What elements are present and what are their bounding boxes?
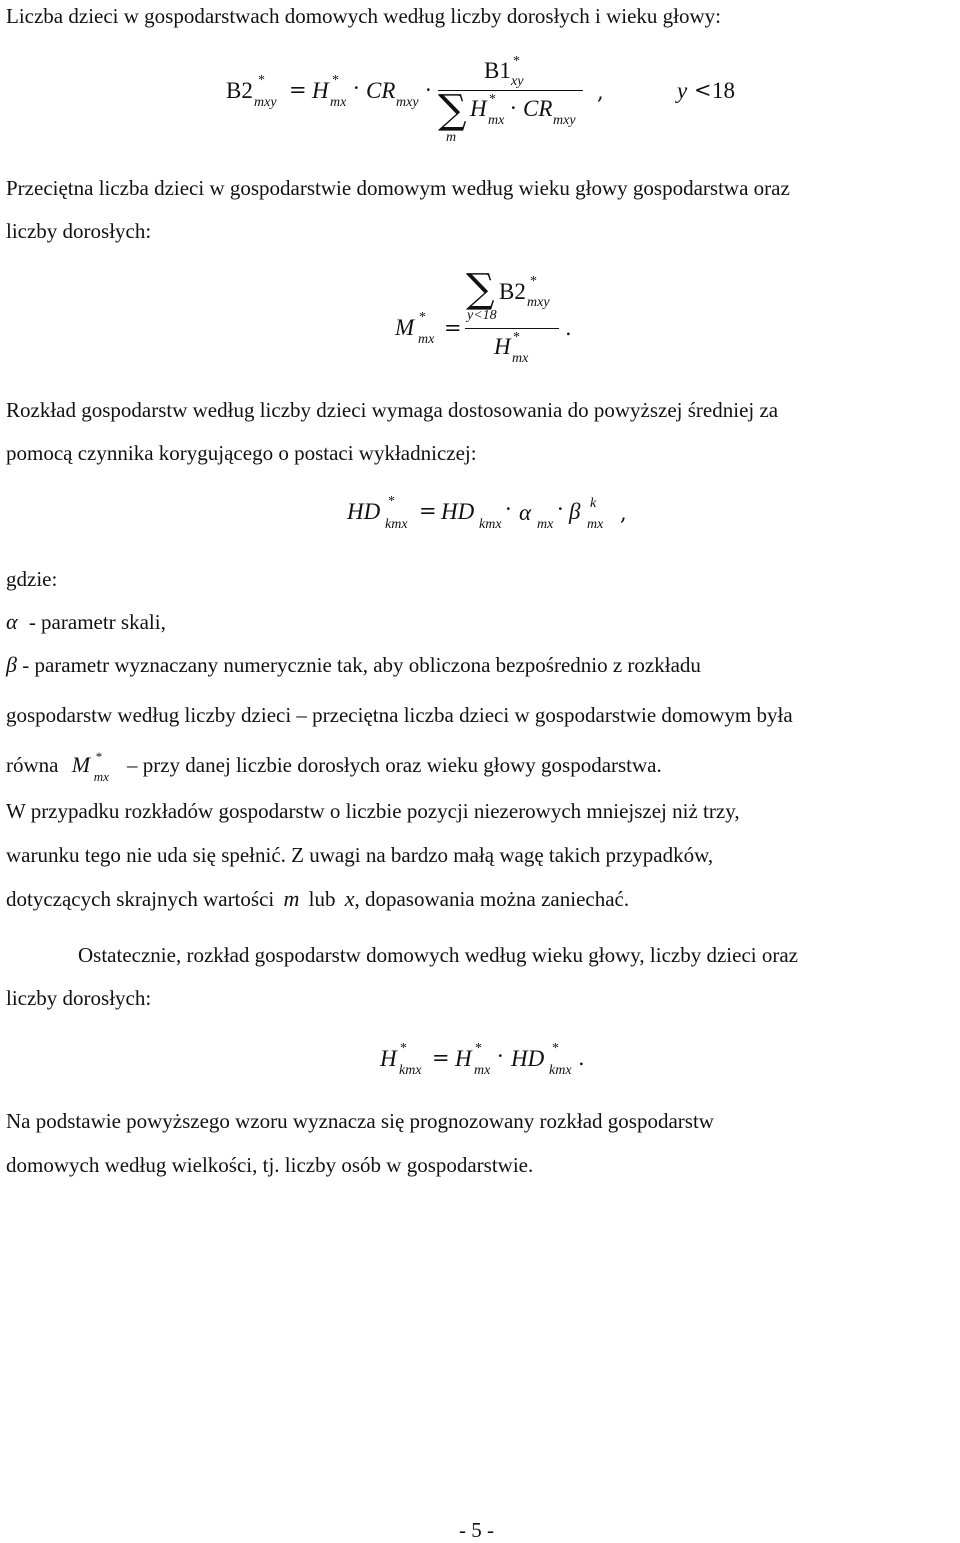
f1-cond-y: y [677,78,688,103]
f4-sub: kmx [399,1063,422,1078]
f3-HD: HD [441,499,475,524]
f4-HD: HD [511,1046,545,1071]
beta-definition-line3 [6,749,662,784]
f1-sub: m [446,130,457,145]
f4-period: . [578,1046,585,1070]
sum-symbol: ∑ [438,87,467,133]
f1-star: * [258,73,265,88]
f1-sub: mxy [396,95,419,110]
f2-M: M [395,315,415,340]
f3-sub: kmx [385,517,408,532]
f1-sub: mx [330,95,347,110]
f2-star: * [530,274,537,289]
f1-dot: · [353,76,360,100]
paragraph-distribution-line1: Rozkład gospodarstw według liczby dzieci wymaga dostosowania do powyższej średniej za [6,398,779,422]
paragraph-forecast-line2: domowych według wielkości, tj. liczby osób w gospodarstwie. [6,1153,534,1177]
alpha-text: - parametr skali, [28,610,166,634]
f1-sub: xy [511,74,524,89]
f1-comma: , [597,80,604,104]
f1-B2: B2 [226,78,253,103]
beta-definition-line1 [6,652,955,678]
paragraph-average-line2: liczby dorosłych: [6,219,152,243]
f1-B1: B1 [484,58,511,83]
f1-CR: CR [366,78,396,103]
f1-sub: mxy [553,113,576,128]
f3-sup: k [590,496,597,511]
f3-beta: β [569,499,581,524]
f1-star: * [332,73,339,88]
f2-B2: B2 [499,279,526,304]
intro-line: Liczba dzieci w gospodarstwach domowych według liczby dorosłych i wieku głowy: [6,4,721,28]
f3-comma: , [620,501,627,525]
var-m: m [283,886,300,911]
f3-dot: · [505,497,512,521]
f1-dot: · [425,78,432,102]
paragraph-cases-line3 [6,886,629,912]
f4-star: * [552,1041,559,1056]
f4-star: * [475,1041,482,1056]
f4-H: H [380,1046,397,1071]
f1-CR: CR [523,96,553,121]
f3-alpha: α [519,500,532,525]
inline-star: * [95,749,103,764]
f1-star: * [513,54,520,69]
f4-dot: · [497,1044,504,1068]
cases-text-or: lub [308,887,336,911]
paragraph-average-line1: Przeciętna liczba dzieci w gospodarstwie domowym według wieku głowy gospodarstwa oraz [6,176,790,200]
f3-sub: mx [537,517,554,532]
f2-star: * [513,330,520,345]
f3-sub: kmx [479,517,502,532]
f2-sub: mxy [527,295,550,310]
f4-sub: kmx [549,1063,572,1078]
paragraph-final-line1: Ostatecznie, rozkład gospodarstw domowych według wieku głowy, liczby dzieci oraz [78,943,798,967]
f3-eq: = [419,499,437,523]
f1-dot: · [510,96,517,120]
f2-eq: = [444,316,462,340]
f3-sub: mx [587,517,604,532]
cases-text-b: , dopasowania można zaniechać. [354,887,630,911]
paragraph-forecast-line1: Na podstawie powyższego wzoru wyznacza się prognozowany rozkład gospodarstw [6,1109,714,1133]
cases-text-a: dotyczących skrajnych wartości [6,887,275,911]
f4-eq: = [432,1046,450,1070]
inline-m-symbol [71,749,122,784]
beta-definition-line2: gospodarstw według liczby dzieci – przeciętna liczba dzieci w gospodarstwie domowym była [6,703,793,727]
beta-symbol: β [6,652,17,677]
paragraph-distribution-line2: pomocą czynnika korygującego o postaci wykładniczej: [6,441,477,465]
sum-symbol: ∑ [466,266,495,312]
var-x: x [344,886,355,911]
f1-star: * [489,92,496,107]
alpha-definition [6,609,166,635]
f2-period: . [565,316,572,340]
f3-HD: HD [347,499,381,524]
f1-cond-lt: < [694,78,712,102]
f1-eq: = [289,78,307,102]
inline-M: M [71,752,91,777]
fraction-bar [465,328,559,329]
f1-sub: mx [488,113,505,128]
f1-H: H [470,96,487,121]
f2-sum-cond: y<18 [467,308,497,323]
f3-star: * [388,494,395,509]
page-number: - 5 - [459,1518,494,1542]
f2-sub: mx [512,351,529,366]
f3-dot: · [557,497,564,521]
beta-def-tail: – przy danej liczbie dorosłych oraz wieku głowy gospodarstwa. [126,753,662,777]
f2-sub: mx [418,332,435,347]
f1-sub: mxy [254,95,277,110]
f2-star: * [419,310,426,325]
paragraph-cases-line1: W przypadku rozkładów gospodarstw o liczbie pozycji niezerowych mniejszej niż trzy, [6,799,740,823]
f1-cond-18: 18 [712,78,735,103]
beta-text: - parametr wyznaczany numerycznie tak, aby obliczona bezpośrednio z rozkładu [22,653,701,677]
where-label: gdzie: [6,567,58,591]
f1-H: H [312,78,329,103]
paragraph-final-line2: liczby dorosłych: [6,986,152,1010]
inline-sub: mx [93,769,109,784]
paragraph-cases-line2: warunku tego nie uda się spełnić. Z uwagi na bardzo małą wagę takich przypadków, [6,843,714,867]
alpha-symbol: α [6,609,18,634]
f4-star: * [400,1041,407,1056]
equal-to-label: równa [6,753,59,777]
f2-H: H [494,334,511,359]
f4-H: H [455,1046,472,1071]
f4-sub: mx [474,1063,491,1078]
